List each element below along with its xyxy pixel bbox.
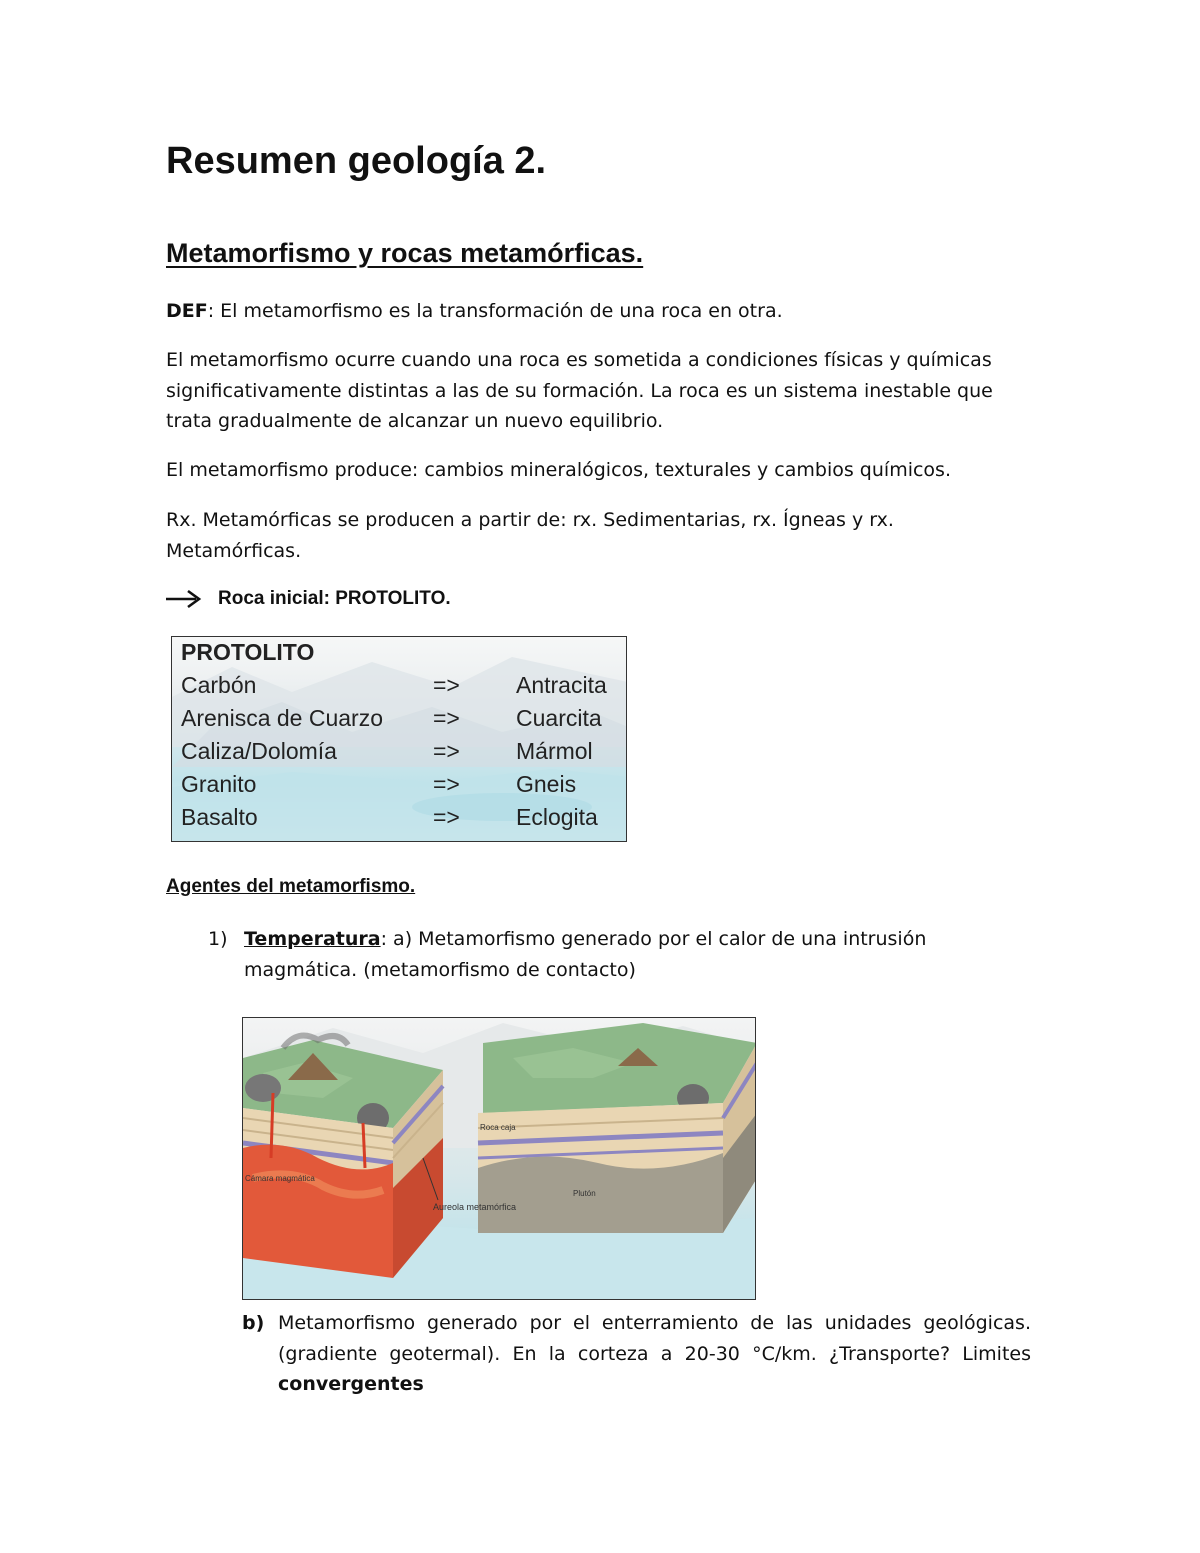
protolito-to: Eclogita [516,804,598,830]
table-row [181,804,621,837]
protolito-to: Antracita [516,672,607,698]
protolito-arrow: => [433,771,460,797]
protolito-from: Carbón [181,672,257,698]
agents-title: Agentes del metamorfismo. [166,876,416,897]
protolito-arrow: => [433,804,460,830]
paragraph-produces: El metamorfismo produce: cambios mineralógicos, texturales y cambios químicos. [166,459,951,481]
list-item-text [278,1308,1031,1400]
burial-bold: convergentes [278,1373,424,1395]
protolito-arrow: => [433,705,460,731]
burial-text: Metamorfismo generado por el enterramiento de las unidades geológicas. (gradiente geotermal). En la corteza a 20-30 °C/km. ¿Transporte? Limites [278,1312,1031,1365]
paragraph-conditions: El metamorfismo ocurre cuando una roca es sometida a condiciones físicas y químicas significativamente distintas a las de su formación. La roca es un sistema inestable que trata gradualmente de alcanzar un nuevo equilibrio. [166,349,993,432]
protolito-arrow: => [433,738,460,764]
protolito-to: Gneis [516,771,577,797]
list-number: 1) [208,928,228,950]
paragraph-origins: Rx. Metamórficas se producen a partir de: rx. Sedimentarias, rx. Ígneas y rx. Metamórficas. [166,509,894,562]
camara-label [245,1174,315,1183]
protolito-arrow: => [433,672,460,698]
table-row [181,705,621,738]
protolito-to: Mármol [516,738,593,764]
protolito-from: Basalto [181,804,258,830]
protolito-from: Arenisca de Cuarzo [181,705,383,731]
table-row [181,771,621,804]
contact-metamorphism-illustration [243,1018,756,1300]
temperature-label: Temperatura [244,928,381,950]
table-row [181,672,621,705]
protolito-from: Granito [181,771,257,797]
aureola-label-text: Aureola metamórfica [433,1202,517,1212]
protolito-arrow-text: Roca inicial: PROTOLITO. [218,588,451,609]
document-title: Resumen geología 2. [166,140,547,182]
list-item-text [244,924,1044,985]
contact-metamorphism-figure [242,1017,756,1300]
temperature-text: : a) Metamorfismo generado por el calor de una intrusión magmática. (metamorfismo de contacto) [244,928,927,981]
list-letter: b) [242,1312,265,1334]
protolito-to: Cuarcita [516,705,602,731]
camara-label-text: Cámara magmática [245,1174,315,1183]
roca-caja-label [480,1123,516,1132]
right-arrow-icon [166,589,204,609]
pluton-label-text: Plutón [573,1189,596,1198]
section-title: Metamorfismo y rocas metamórficas. [166,238,644,268]
roca-caja-label-text: Roca caja [480,1123,516,1132]
aureola-label [433,1202,516,1212]
def-text: : El metamorfismo es la transformación de una roca en otra. [207,300,783,322]
protolito-from: Caliza/Dolomía [181,738,337,764]
protolito-arrow-line [166,584,451,614]
protolito-table-image [171,636,627,842]
def-label: DEF [166,300,208,322]
table-row [181,738,621,771]
definition-paragraph [166,296,1036,327]
pluton-label [573,1189,596,1198]
protolito-table-title: PROTOLITO [181,639,315,665]
